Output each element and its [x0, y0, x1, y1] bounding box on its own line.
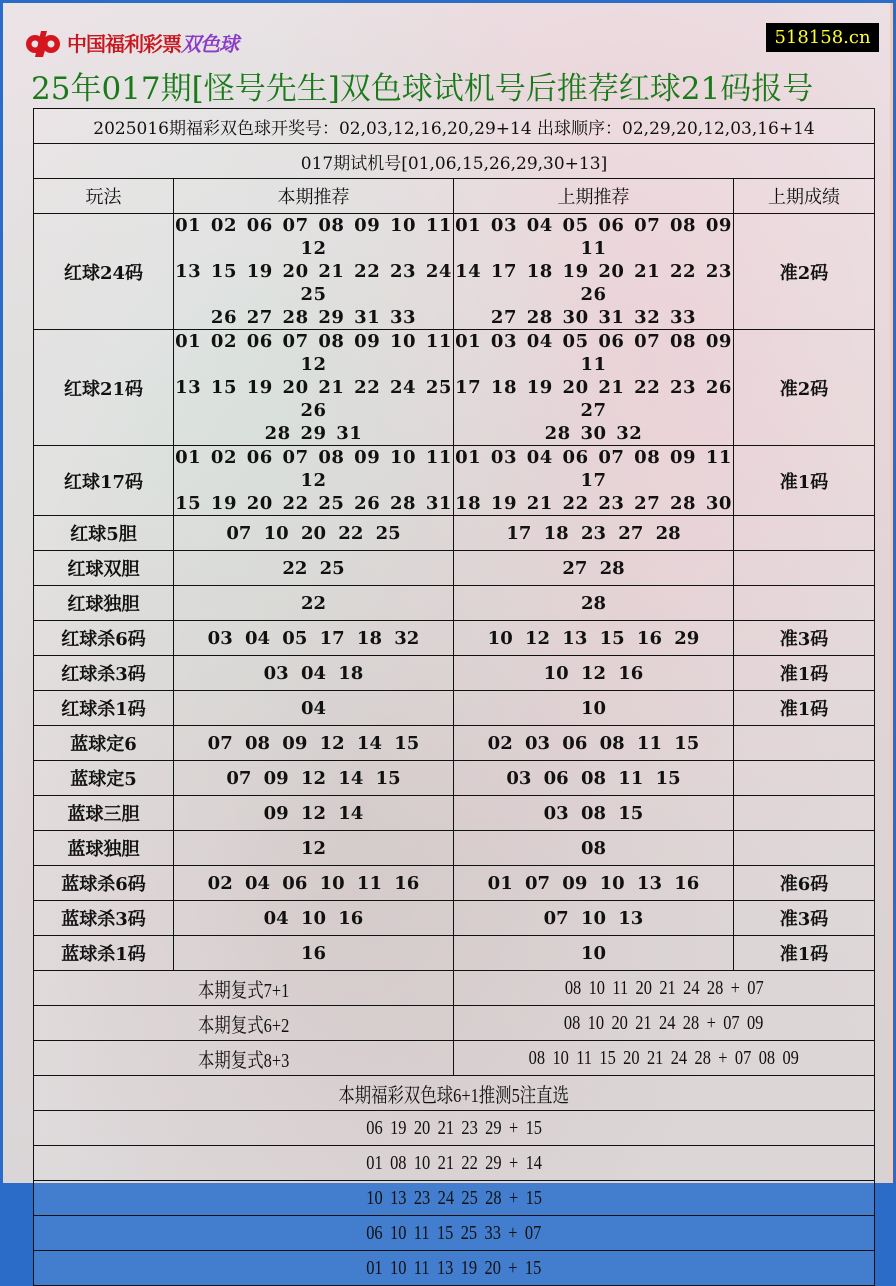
table-row — [34, 446, 875, 516]
current-numbers: 02 04 06 10 11 16 — [174, 866, 454, 901]
current-numbers — [174, 330, 454, 446]
previous-numbers: 07 10 13 — [454, 901, 734, 936]
table-row — [34, 214, 875, 330]
table-row — [34, 691, 875, 726]
direct-picks-title: 本期福彩双色球6+1推测5注直选 — [34, 1076, 875, 1111]
direct-pick: 10 13 23 24 25 28 + 15 — [34, 1181, 875, 1216]
previous-numbers: 01 07 09 10 13 16 — [454, 866, 734, 901]
current-numbers: 16 — [174, 936, 454, 971]
site-badge: 518158.cn — [766, 23, 879, 52]
table-row — [34, 330, 875, 446]
current-numbers: 04 10 16 — [174, 901, 454, 936]
previous-numbers: 08 — [454, 831, 734, 866]
table-row — [34, 866, 875, 901]
direct-picks-title-row — [34, 1076, 875, 1111]
result: 准3码 — [734, 621, 875, 656]
table-row — [34, 901, 875, 936]
play-label: 蓝球杀1码 — [34, 936, 174, 971]
previous-numbers: 28 — [454, 586, 734, 621]
previous-numbers — [454, 214, 734, 330]
number-line: 01 02 06 07 08 09 10 11 12 — [175, 331, 452, 375]
play-label: 红球5胆 — [34, 516, 174, 551]
draw-info-row — [34, 109, 875, 144]
lottery-logo — [23, 27, 238, 57]
prediction-table — [33, 108, 875, 1286]
current-numbers: 22 — [174, 586, 454, 621]
number-line: 28 29 31 — [264, 423, 363, 444]
direct-pick-row — [34, 1251, 875, 1286]
result — [734, 586, 875, 621]
number-line: 17 18 19 20 21 22 23 26 27 — [455, 377, 732, 421]
current-numbers: 07 08 09 12 14 15 — [174, 726, 454, 761]
current-numbers: 04 — [174, 691, 454, 726]
table-row — [34, 516, 875, 551]
direct-pick: 01 10 11 13 19 20 + 15 — [34, 1251, 875, 1286]
previous-numbers: 10 12 13 15 16 29 — [454, 621, 734, 656]
number-line: 01 03 04 06 07 08 09 11 17 — [455, 447, 732, 491]
play-label: 红球21码 — [34, 330, 174, 446]
table-row — [34, 551, 875, 586]
number-line: 01 02 06 07 08 09 10 11 12 — [175, 215, 452, 259]
number-line: 26 27 28 29 31 33 — [210, 307, 417, 328]
page-title: 25年017期[怪号先生]双色球试机号后推荐红球21码报号 — [31, 71, 814, 107]
compound-numbers: 08 10 11 20 21 24 28 + 07 — [454, 971, 875, 1006]
number-line: 28 30 32 — [544, 423, 643, 444]
play-label: 红球独胆 — [34, 586, 174, 621]
current-numbers: 22 25 — [174, 551, 454, 586]
result — [734, 516, 875, 551]
result: 准1码 — [734, 656, 875, 691]
compound-numbers: 08 10 20 21 24 28 + 07 09 — [454, 1006, 875, 1041]
previous-numbers: 03 06 08 11 15 — [454, 761, 734, 796]
number-line: 01 02 06 07 08 09 10 11 12 — [175, 447, 452, 491]
current-numbers: 03 04 05 17 18 32 — [174, 621, 454, 656]
result — [734, 796, 875, 831]
current-numbers: 07 09 12 14 15 — [174, 761, 454, 796]
play-label: 红球双胆 — [34, 551, 174, 586]
result — [734, 726, 875, 761]
play-label: 蓝球杀3码 — [34, 901, 174, 936]
previous-numbers: 17 18 23 27 28 — [454, 516, 734, 551]
table-header-row — [34, 179, 875, 214]
result: 准1码 — [734, 446, 875, 516]
number-line: 13 15 19 20 21 22 23 24 25 — [175, 261, 452, 305]
result: 准2码 — [734, 214, 875, 330]
result — [734, 551, 875, 586]
previous-numbers: 27 28 — [454, 551, 734, 586]
trial-number: 017期试机号[01,06,15,26,29,30+13] — [34, 144, 875, 179]
page-frame — [3, 3, 893, 1279]
header-result: 上期成绩 — [734, 179, 875, 214]
draw-info: 2025016期福彩双色球开奖号：02,03,12,16,20,29+14 出球顺序：02,29,20,12,03,16+14 — [34, 109, 875, 144]
welfare-lottery-logo-icon — [23, 27, 63, 57]
number-line: 01 03 04 05 06 07 08 09 11 — [455, 331, 732, 375]
table-row — [34, 831, 875, 866]
result — [734, 831, 875, 866]
previous-numbers: 10 — [454, 936, 734, 971]
play-label: 红球17码 — [34, 446, 174, 516]
current-numbers — [174, 214, 454, 330]
compound-row — [34, 1006, 875, 1041]
number-line: 14 17 18 19 20 21 22 23 26 — [455, 261, 732, 305]
number-line: 15 19 20 22 25 26 28 31 — [175, 493, 452, 514]
previous-numbers — [454, 446, 734, 516]
previous-numbers: 02 03 06 08 11 15 — [454, 726, 734, 761]
number-line: 27 28 30 31 32 33 — [490, 307, 697, 328]
table-row — [34, 761, 875, 796]
table-row — [34, 726, 875, 761]
logo-text: 中国福利彩票双色球 — [67, 31, 238, 56]
current-numbers: 12 — [174, 831, 454, 866]
previous-numbers: 03 08 15 — [454, 796, 734, 831]
compound-numbers: 08 10 11 15 20 21 24 28 + 07 08 09 — [454, 1041, 875, 1076]
direct-pick: 06 19 20 21 23 29 + 15 — [34, 1111, 875, 1146]
compound-label: 本期复式6+2 — [34, 1006, 454, 1041]
compound-row — [34, 971, 875, 1006]
result: 准3码 — [734, 901, 875, 936]
direct-pick-row — [34, 1181, 875, 1216]
table-row — [34, 621, 875, 656]
result: 准1码 — [734, 691, 875, 726]
previous-numbers: 10 — [454, 691, 734, 726]
table-row — [34, 796, 875, 831]
number-line: 01 03 04 05 06 07 08 09 11 — [455, 215, 732, 259]
direct-pick-row — [34, 1146, 875, 1181]
header-current: 本期推荐 — [174, 179, 454, 214]
direct-pick: 01 08 10 21 22 29 + 14 — [34, 1146, 875, 1181]
play-label: 红球杀1码 — [34, 691, 174, 726]
header-play: 玩法 — [34, 179, 174, 214]
result: 准2码 — [734, 330, 875, 446]
direct-pick: 06 10 11 15 25 33 + 07 — [34, 1216, 875, 1251]
current-numbers: 03 04 18 — [174, 656, 454, 691]
result: 准6码 — [734, 866, 875, 901]
compound-row — [34, 1041, 875, 1076]
result: 准1码 — [734, 936, 875, 971]
number-line: 18 19 21 22 23 27 28 30 — [455, 493, 732, 514]
play-label: 蓝球独胆 — [34, 831, 174, 866]
current-numbers: 07 10 20 22 25 — [174, 516, 454, 551]
direct-pick-row — [34, 1111, 875, 1146]
result — [734, 761, 875, 796]
trial-number-row — [34, 144, 875, 179]
current-numbers — [174, 446, 454, 516]
previous-numbers: 10 12 16 — [454, 656, 734, 691]
number-line: 13 15 19 20 21 22 24 25 26 — [175, 377, 452, 421]
compound-label: 本期复式7+1 — [34, 971, 454, 1006]
current-numbers: 09 12 14 — [174, 796, 454, 831]
table-row — [34, 936, 875, 971]
table-row — [34, 586, 875, 621]
play-label: 蓝球杀6码 — [34, 866, 174, 901]
play-label: 红球杀6码 — [34, 621, 174, 656]
direct-pick-row — [34, 1216, 875, 1251]
previous-numbers — [454, 330, 734, 446]
play-label: 蓝球三胆 — [34, 796, 174, 831]
play-label: 红球杀3码 — [34, 656, 174, 691]
header-previous: 上期推荐 — [454, 179, 734, 214]
play-label: 蓝球定5 — [34, 761, 174, 796]
play-label: 红球24码 — [34, 214, 174, 330]
compound-label: 本期复式8+3 — [34, 1041, 454, 1076]
table-row — [34, 656, 875, 691]
play-label: 蓝球定6 — [34, 726, 174, 761]
